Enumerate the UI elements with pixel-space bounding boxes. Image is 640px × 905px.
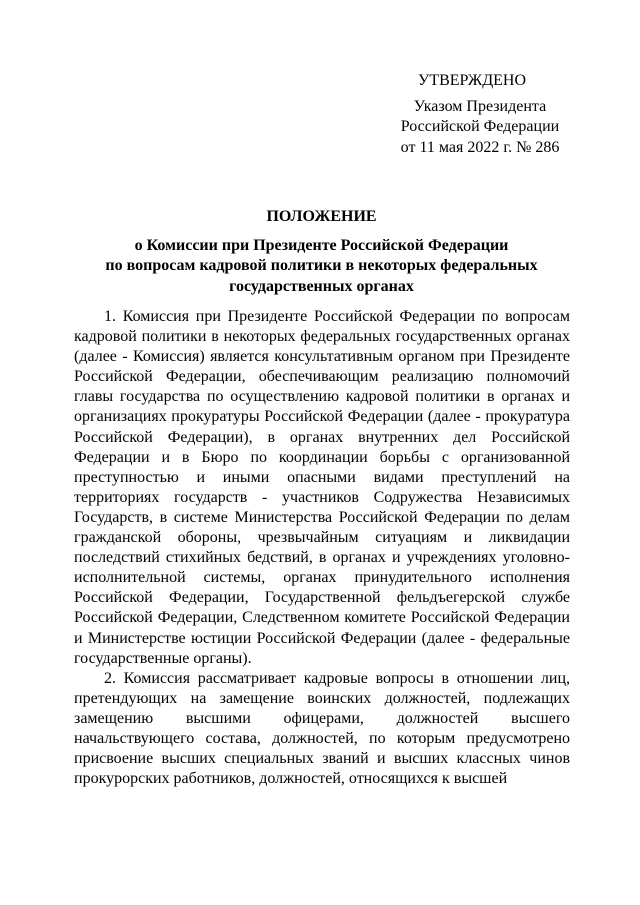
- approval-country: Российской Федерации: [400, 118, 560, 135]
- approval-stamp: УТВЕРЖДЕНО: [418, 72, 527, 89]
- document-title: [74, 207, 569, 297]
- paragraph-2: 2. Комиссия рассматривает кадровые вопросы в отношении лиц, претендующих на замещение воинских должностей, подлежащих замещению высшими офицерами, должностей высшего начальствующего состава, должностей, по которым предусмотрено присвоение высших специальных званий и высших классных чинов прокурорских работников, должностей, относящихся к высшей: [74, 669, 570, 788]
- title-line-1: о Комиссии при Президенте Российской Федерации: [134, 236, 509, 254]
- paragraph-1: 1. Комиссия при Президенте Российской Федерации по вопросам кадровой политики в некоторых федеральных государственных органах (далее - Комиссия) является консультативным органом при Президенте Российской Федерации, обеспечивающим реализацию полномочий главы государства по осуществлению кадровой политики в органах и организациях прокуратуры Российской Федерации (далее - прокуратура Российской Федерации), в органах внутренних дел Российской Федерации и в Бюро по координации борьбы с организованной преступностью и иными опасными видами преступлений на территориях государств - участников Содружества Независимых Государств, в системе Министерства Российской Федерации по делам гражданской обороны, чрезвычайным ситуациям и ликвидации последствий стихийных бедствий, в органах и учреждениях уголовно-исполнительной системы, органах принудительного исполнения Российской Федерации, Государственной фельдъегерской службе Российской Федерации, Следственном комитете Российской Федерации и Министерстве юстиции Российской Федерации (далее - федеральные государственные органы).: [74, 308, 570, 667]
- title-line-3: государственных органах: [229, 277, 414, 295]
- approval-date-number: от 11 мая 2022 г. № 286: [400, 138, 560, 156]
- approval-block: [380, 71, 580, 158]
- document-type-heading: ПОЛОЖЕНИЕ: [266, 208, 377, 225]
- document-body: [74, 307, 570, 789]
- title-line-2: по вопросам кадровой политики в некоторых федеральных: [105, 257, 538, 274]
- approval-authority: Указом Президента: [413, 97, 547, 115]
